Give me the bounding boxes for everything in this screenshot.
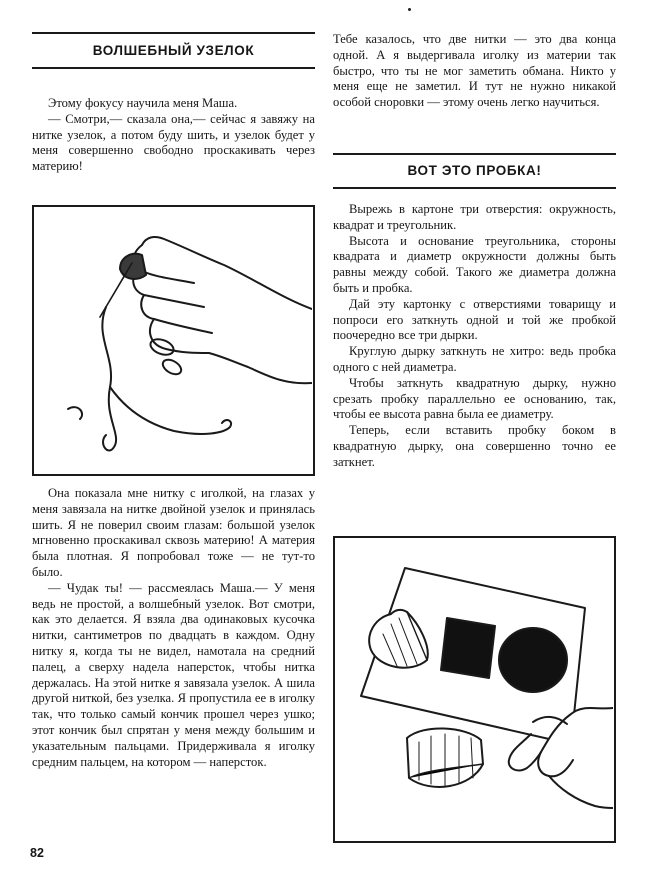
story-paragraph-2: — Чудак ты! — рассмеялась Маша.— У меня ведь не простой, а волшебный узелок. Вот смотри, как это делается. Я взяла два одинаковых кусочка нитки, сантиметров по двадцать в каждом. Одну нитку я, когда ты не видел, намотала на средний палец, а сверху надела наперсток, чтобы нитка держалась. На этой нитке я завязала узелок. А шила другой ниткой, без узелка. Я пропустила ее в иголку так, что только самый кончик прошел через ушко; этот кончик был спрятан у меня между большим и указательным пальцами. Придерживала я иголку средним пальцем, на котором — наперсток.: [32, 580, 315, 769]
title-rule-bottom: [32, 67, 315, 69]
cork-drawing-svg: [335, 538, 613, 840]
left-story: [32, 486, 315, 770]
cork-paragraph-4: Круглую дырку заткнуть не хитро: ведь пробка одного с ней диаметра.: [333, 344, 616, 374]
cork-article-body: [333, 202, 616, 471]
print-speck: [408, 8, 411, 11]
cork-paragraph-5: Чтобы заткнуть квадратную дырку, нужно срезать пробку параллельно ее основанию, так, чтобы ее высота равна была ее диаметру.: [333, 375, 616, 422]
right-column-continuation: [333, 32, 616, 111]
cardboard-cork-illustration: [333, 536, 616, 843]
page-number: 82: [30, 846, 44, 860]
intro-paragraph-1: Этому фокусу научила меня Маша.: [48, 96, 238, 110]
left-column: [32, 32, 315, 69]
hand-drawing-svg: [34, 207, 312, 473]
continuation-paragraph: Тебе казалось, что две нитки — это два конца одной. А я выдергивала иголку из материи так быстро, что ты не мог заметить обмана. Никто у меня еще не заметил. И тут не нужно никакой особой сноровки — этому очень легко научиться.: [333, 32, 616, 110]
cork-paragraph-1: Вырежь в картоне три отверстия: окружность, квадрат и треугольник.: [333, 202, 616, 232]
right-title-block: [333, 153, 616, 189]
intro-paragraph-2: — Смотри,— сказала она,— сейчас я завяжу на нитке узелок, а потом буду шить, и узелок будет у меня совершенно свободно проскакивать через материю!: [32, 111, 315, 174]
left-intro: [32, 96, 315, 175]
title-rule-bottom-2: [333, 187, 616, 189]
hand-with-needle-illustration: [32, 205, 315, 476]
article-title-magic-knot: ВОЛШЕБНЫЙ УЗЕЛОК: [92, 43, 255, 58]
cork-paragraph-2: Высота и основание треугольника, стороны квадрата и диаметр окружности должны быть равны между собой. Такого же диаметра должна быть и пробка.: [333, 233, 616, 295]
cork-paragraph-3: Дай эту картонку с отверстиями товарищу и попроси его заткнуть одной и той же пробкой поочередно все три дырки.: [333, 296, 616, 343]
article-title-cork: ВОТ ЭТО ПРОБКА!: [407, 163, 542, 178]
cork-paragraph-6: Теперь, если вставить пробку боком в квадратную дырку, она совершенно точно ее заткнет.: [333, 423, 616, 469]
story-paragraph-1: Она показала мне нитку с иголкой, на глазах у меня завязала на нитке двойной узелок и принялась шить. Я не поверил своим глазам: большой узелок мгновенно проскакивал сквозь материю! А материя была плотная. Я попробовал тоже — не тут-то было.: [32, 486, 315, 579]
